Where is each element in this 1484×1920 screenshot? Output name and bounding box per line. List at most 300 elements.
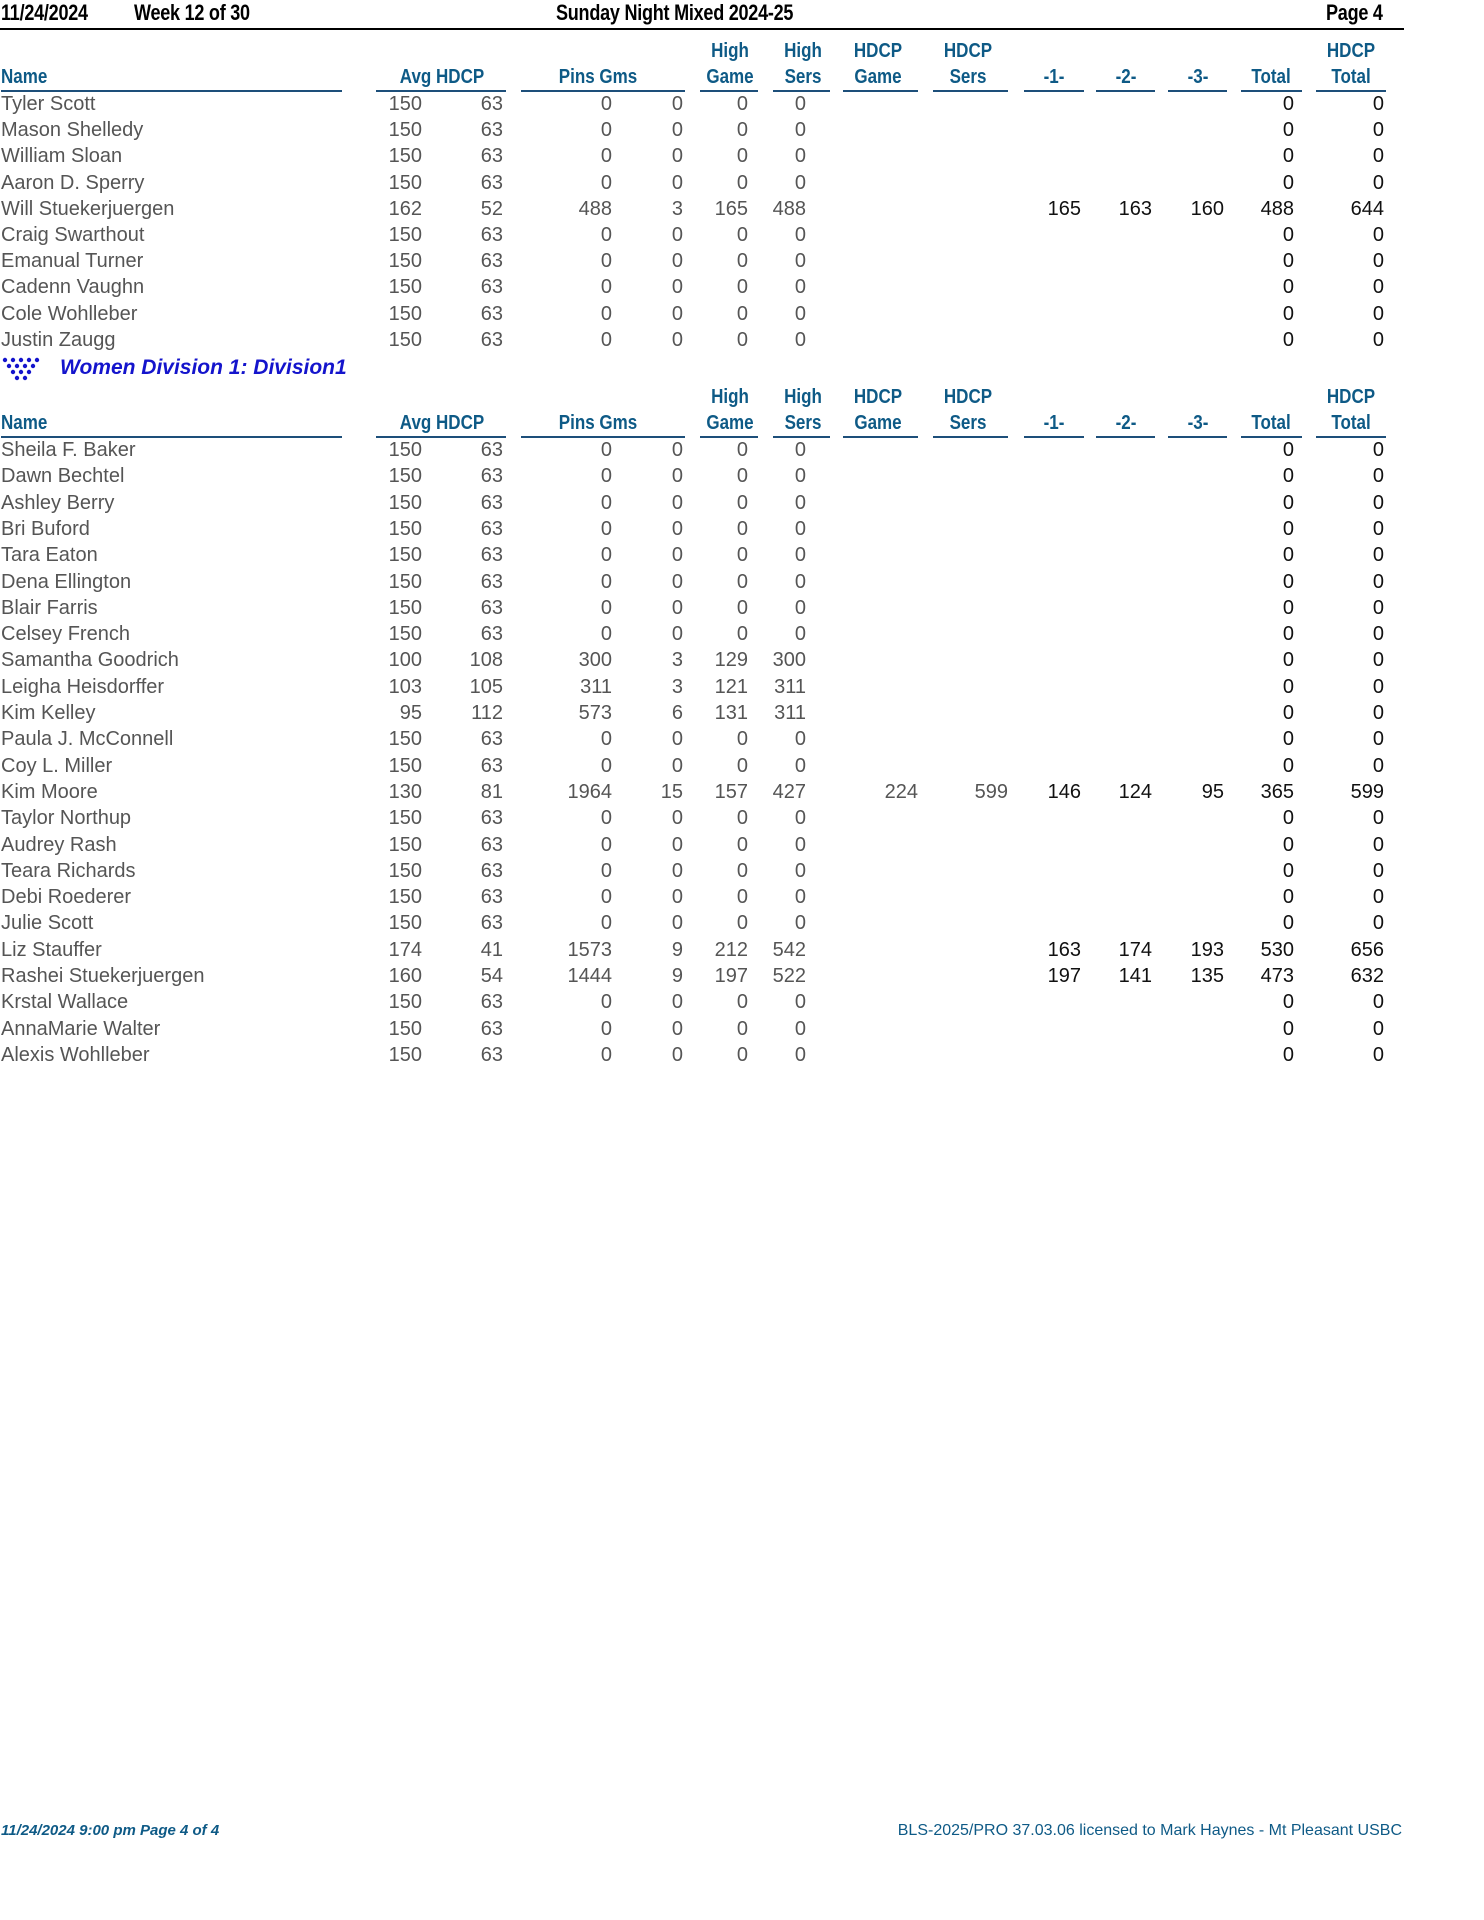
table-row — [0, 832, 1404, 858]
cell-pins: 1964 — [567, 780, 612, 803]
women-header-hdcp-sers-1: HDCP — [943, 386, 993, 408]
cell-htotal: 0 — [1372, 145, 1384, 168]
cell-total: 0 — [1282, 596, 1294, 619]
bowling-pins-icon — [2, 356, 44, 382]
cell-hs: 0 — [794, 1017, 806, 1040]
cell-total: 0 — [1282, 912, 1294, 935]
table-row — [0, 1042, 1404, 1068]
cell-total: 0 — [1282, 328, 1294, 351]
cell-hdcp: 105 — [469, 675, 503, 698]
women-header-pins-gms: Pins Gms — [558, 412, 638, 434]
cell-hs: 0 — [794, 276, 806, 299]
table-row — [0, 621, 1404, 647]
cell-gms: 0 — [671, 1017, 683, 1040]
cell-hs: 300 — [772, 649, 806, 672]
cell-pins: 0 — [600, 1017, 612, 1040]
cell-pins: 300 — [578, 649, 612, 672]
bowler-name: Aaron D. Sperry — [1, 171, 145, 194]
cell-total: 0 — [1282, 859, 1294, 882]
table-row — [0, 910, 1404, 936]
cell-g1: 146 — [1047, 780, 1081, 803]
cell-hdg: 224 — [884, 780, 918, 803]
cell-avg: 150 — [388, 302, 422, 325]
cell-pins: 0 — [600, 328, 612, 351]
women-header-g3: -3- — [1187, 412, 1209, 434]
report-date: 11/24/2024 — [1, 0, 88, 25]
cell-pins: 1444 — [567, 965, 612, 987]
cell-htotal: 0 — [1372, 250, 1384, 273]
cell-total: 0 — [1282, 491, 1294, 514]
cell-total: 0 — [1282, 991, 1294, 1014]
league-name: Sunday Night Mixed 2024-25 — [556, 0, 794, 25]
cell-hdcp: 63 — [480, 728, 503, 751]
bowler-name: Leigha Heisdorffer — [1, 675, 165, 698]
cell-hg: 0 — [736, 833, 748, 856]
cell-htotal: 0 — [1372, 623, 1384, 646]
cell-htotal: 0 — [1372, 649, 1384, 672]
cell-avg: 150 — [388, 886, 422, 909]
bowler-name: Tara Eaton — [1, 544, 98, 567]
cell-hs: 0 — [794, 465, 806, 488]
cell-pins: 0 — [600, 544, 612, 567]
cell-hs: 0 — [794, 544, 806, 567]
cell-gms: 0 — [671, 833, 683, 856]
cell-hs: 0 — [794, 728, 806, 751]
cell-htotal: 0 — [1372, 1043, 1384, 1066]
men-header-pins-gms: Pins Gms — [558, 66, 638, 88]
cell-hg: 0 — [736, 570, 748, 593]
cell-htotal: 0 — [1372, 675, 1384, 698]
cell-hg: 0 — [736, 119, 748, 142]
cell-total: 0 — [1282, 439, 1294, 461]
cell-hdcp: 63 — [480, 491, 503, 514]
cell-hdcp: 63 — [480, 623, 503, 646]
cell-gms: 0 — [671, 807, 683, 830]
cell-avg: 150 — [388, 991, 422, 1014]
men-header-hdcp-sers-2: Sers — [949, 66, 987, 88]
table-row — [0, 779, 1404, 805]
cell-hg: 0 — [736, 302, 748, 325]
cell-hs: 0 — [794, 145, 806, 168]
table-row — [0, 274, 1404, 300]
cell-pins: 1573 — [567, 938, 612, 961]
bowler-name: Samantha Goodrich — [1, 649, 179, 672]
cell-g1: 165 — [1047, 197, 1081, 220]
bowler-name: Sheila F. Baker — [1, 439, 136, 461]
cell-hs: 0 — [794, 833, 806, 856]
men-header-avg-hdcp: Avg HDCP — [399, 66, 485, 88]
cell-hg: 121 — [714, 675, 748, 698]
cell-pins: 0 — [600, 886, 612, 909]
cell-hdcp: 63 — [480, 886, 503, 909]
bowler-name: Alexis Wohlleber — [1, 1043, 150, 1066]
cell-hdcp: 63 — [480, 171, 503, 194]
cell-hs: 0 — [794, 250, 806, 273]
table-row — [0, 937, 1404, 963]
cell-hg: 0 — [736, 328, 748, 351]
bowler-name: Dena Ellington — [1, 570, 132, 593]
women-header-hdcp-total-2: Total — [1331, 412, 1371, 434]
cell-hs: 0 — [794, 93, 806, 115]
cell-total: 0 — [1282, 754, 1294, 777]
cell-pins: 0 — [600, 302, 612, 325]
cell-total: 0 — [1282, 250, 1294, 273]
table-row — [0, 463, 1404, 489]
bowler-name: Paula J. McConnell — [1, 728, 174, 751]
table-row — [0, 437, 1404, 463]
cell-total: 0 — [1282, 833, 1294, 856]
cell-total: 0 — [1282, 302, 1294, 325]
table-row — [0, 117, 1404, 143]
cell-avg: 150 — [388, 596, 422, 619]
cell-htotal: 599 — [1350, 780, 1384, 803]
men-header-hdcp-game-1: HDCP — [853, 40, 903, 62]
cell-pins: 0 — [600, 859, 612, 882]
table-row — [0, 91, 1404, 117]
table-row — [0, 327, 1404, 353]
cell-hs: 427 — [772, 780, 806, 803]
cell-pins: 0 — [600, 833, 612, 856]
bowler-name: AnnaMarie Walter — [1, 1017, 161, 1040]
cell-avg: 150 — [388, 859, 422, 882]
report-week: Week 12 of 30 — [134, 0, 250, 25]
bowler-name: Ashley Berry — [1, 491, 115, 514]
cell-hg: 0 — [736, 224, 748, 246]
cell-hs: 542 — [772, 938, 806, 961]
cell-gms: 9 — [671, 965, 683, 987]
cell-htotal: 0 — [1372, 302, 1384, 325]
cell-htotal: 0 — [1372, 1017, 1384, 1040]
men-header-high-game-2: Game — [706, 66, 754, 88]
footer-license: BLS-2025/PRO 37.03.06 licensed to Mark Haynes - Mt Pleasant USBC — [897, 1822, 1402, 1839]
cell-avg: 160 — [388, 965, 422, 987]
cell-avg: 150 — [388, 439, 422, 461]
cell-total: 0 — [1282, 93, 1294, 115]
cell-gms: 0 — [671, 465, 683, 488]
footer-timestamp: 11/24/2024 9:00 pm Page 4 of 4 — [1, 1822, 220, 1839]
cell-htotal: 0 — [1372, 93, 1384, 115]
cell-avg: 150 — [388, 833, 422, 856]
cell-hg: 0 — [736, 728, 748, 751]
bowler-name: Emanual Turner — [1, 250, 144, 273]
cell-htotal: 0 — [1372, 702, 1384, 724]
women-header-hdcp-game-2: Game — [854, 412, 902, 434]
cell-gms: 0 — [671, 859, 683, 882]
cell-total: 365 — [1260, 780, 1294, 803]
cell-pins: 0 — [600, 224, 612, 246]
cell-avg: 103 — [388, 675, 422, 698]
cell-hg: 157 — [714, 780, 748, 803]
cell-gms: 6 — [671, 702, 683, 724]
cell-htotal: 0 — [1372, 119, 1384, 142]
men-header-hdcp-total-2: Total — [1331, 66, 1371, 88]
cell-avg: 150 — [388, 119, 422, 142]
cell-htotal: 0 — [1372, 754, 1384, 777]
cell-total: 0 — [1282, 728, 1294, 751]
cell-gms: 15 — [660, 780, 683, 803]
cell-hdcp: 63 — [480, 93, 503, 115]
cell-hdcp: 81 — [480, 780, 503, 803]
cell-hdcp: 41 — [480, 938, 503, 961]
table-row — [0, 170, 1404, 196]
bowler-name: Kim Moore — [1, 780, 98, 803]
cell-hs: 0 — [794, 119, 806, 142]
women-header-g1: -1- — [1043, 412, 1065, 434]
cell-total: 488 — [1260, 197, 1294, 220]
table-row — [0, 248, 1404, 274]
cell-total: 0 — [1282, 649, 1294, 672]
cell-avg: 150 — [388, 570, 422, 593]
cell-avg: 150 — [388, 1043, 422, 1066]
cell-htotal: 0 — [1372, 517, 1384, 540]
cell-hdcp: 112 — [471, 702, 503, 724]
cell-avg: 162 — [388, 197, 422, 220]
cell-total: 0 — [1282, 544, 1294, 567]
cell-hs: 0 — [794, 623, 806, 646]
women-header-high-sers-2: Sers — [784, 412, 822, 434]
women-header-name: Name — [1, 412, 48, 434]
men-header-total: Total — [1251, 66, 1291, 88]
cell-hdcp: 63 — [480, 465, 503, 488]
cell-total: 0 — [1282, 1017, 1294, 1040]
women-header-avg-hdcp: Avg HDCP — [399, 412, 485, 434]
cell-gms: 0 — [671, 491, 683, 514]
cell-pins: 0 — [600, 491, 612, 514]
cell-gms: 0 — [671, 93, 683, 115]
cell-pins: 0 — [600, 439, 612, 461]
cell-total: 0 — [1282, 807, 1294, 830]
cell-gms: 0 — [671, 119, 683, 142]
bowler-name: Krstal Wallace — [1, 991, 129, 1014]
cell-pins: 0 — [600, 596, 612, 619]
men-header-high-sers-2: Sers — [784, 66, 822, 88]
table-row — [0, 222, 1404, 248]
cell-gms: 0 — [671, 728, 683, 751]
table-row — [0, 858, 1404, 884]
cell-hdcp: 63 — [480, 859, 503, 882]
cell-gms: 3 — [671, 675, 683, 698]
cell-hds: 599 — [974, 780, 1008, 803]
cell-pins: 0 — [600, 119, 612, 142]
cell-hdcp: 63 — [480, 439, 503, 461]
cell-htotal: 0 — [1372, 728, 1384, 751]
bowler-name: Teara Richards — [1, 859, 136, 882]
bowler-name: Blair Farris — [1, 596, 98, 619]
cell-hg: 0 — [736, 439, 748, 461]
cell-pins: 0 — [600, 145, 612, 168]
women-header-hdcp-sers-2: Sers — [949, 412, 987, 434]
cell-hg: 0 — [736, 754, 748, 777]
cell-hdcp: 63 — [480, 570, 503, 593]
cell-htotal: 0 — [1372, 439, 1384, 461]
bowler-name: Taylor Northup — [1, 807, 132, 830]
bowler-name: Mason Shelledy — [1, 119, 144, 142]
cell-hdcp: 63 — [480, 119, 503, 142]
table-row — [0, 595, 1404, 621]
table-row — [0, 196, 1404, 222]
table-row — [0, 805, 1404, 831]
women-header-high-game-2: Game — [706, 412, 754, 434]
table-row — [0, 490, 1404, 516]
women-header-g2: -2- — [1115, 412, 1137, 434]
cell-avg: 150 — [388, 728, 422, 751]
cell-g2: 174 — [1118, 938, 1152, 961]
cell-hg: 0 — [736, 991, 748, 1014]
cell-hdcp: 63 — [480, 517, 503, 540]
table-row — [0, 674, 1404, 700]
cell-hg: 0 — [736, 859, 748, 882]
cell-hdcp: 63 — [480, 145, 503, 168]
cell-pins: 0 — [600, 728, 612, 751]
cell-hs: 0 — [794, 807, 806, 830]
cell-total: 0 — [1282, 145, 1294, 168]
cell-gms: 0 — [671, 991, 683, 1014]
men-header-high-game-1: High — [711, 40, 749, 62]
cell-avg: 150 — [388, 1017, 422, 1040]
bowler-name: Celsey French — [1, 623, 130, 646]
men-header-hdcp-game-2: Game — [854, 66, 902, 88]
table-row — [0, 753, 1404, 779]
table-row — [0, 569, 1404, 595]
cell-hg: 0 — [736, 517, 748, 540]
cell-hg: 0 — [736, 544, 748, 567]
cell-htotal: 656 — [1350, 938, 1384, 961]
women-header-hdcp-total-1: HDCP — [1326, 386, 1376, 408]
page-number: Page 4 — [1326, 0, 1383, 25]
cell-pins: 0 — [600, 912, 612, 935]
cell-htotal: 0 — [1372, 886, 1384, 909]
cell-hg: 212 — [714, 938, 748, 961]
cell-pins: 0 — [600, 250, 612, 273]
cell-hg: 131 — [714, 702, 748, 724]
cell-gms: 0 — [671, 912, 683, 935]
cell-pins: 0 — [600, 1043, 612, 1066]
cell-gms: 0 — [671, 886, 683, 909]
cell-hdcp: 63 — [480, 807, 503, 830]
cell-pins: 0 — [600, 991, 612, 1014]
cell-hdcp: 63 — [480, 754, 503, 777]
cell-hg: 0 — [736, 886, 748, 909]
cell-hdcp: 63 — [480, 912, 503, 935]
bowler-name: Julie Scott — [1, 912, 94, 935]
cell-gms: 0 — [671, 302, 683, 325]
cell-gms: 0 — [671, 250, 683, 273]
cell-hg: 129 — [714, 649, 748, 672]
table-row — [0, 884, 1404, 910]
cell-hdcp: 63 — [480, 596, 503, 619]
cell-pins: 311 — [580, 675, 612, 698]
table-row — [0, 516, 1404, 542]
men-header-high-sers-1: High — [784, 40, 822, 62]
cell-total: 0 — [1282, 276, 1294, 299]
cell-pins: 0 — [600, 171, 612, 194]
table-row — [0, 143, 1404, 169]
cell-hs: 0 — [794, 991, 806, 1014]
cell-hs: 522 — [772, 965, 806, 987]
cell-hs: 0 — [794, 439, 806, 461]
cell-hdcp: 63 — [480, 328, 503, 351]
cell-hdcp: 63 — [480, 833, 503, 856]
cell-gms: 9 — [671, 938, 683, 961]
bowler-name: Dawn Bechtel — [1, 465, 125, 488]
cell-total: 0 — [1282, 171, 1294, 194]
cell-avg: 150 — [388, 807, 422, 830]
cell-avg: 150 — [388, 544, 422, 567]
cell-htotal: 0 — [1372, 596, 1384, 619]
cell-hg: 0 — [736, 276, 748, 299]
cell-htotal: 0 — [1372, 912, 1384, 935]
table-row — [0, 989, 1404, 1015]
cell-avg: 150 — [388, 276, 422, 299]
table-row — [0, 700, 1404, 726]
cell-avg: 100 — [388, 649, 422, 672]
cell-pins: 0 — [600, 465, 612, 488]
cell-hdcp: 54 — [480, 965, 503, 987]
cell-avg: 150 — [388, 93, 422, 115]
cell-hdcp: 63 — [480, 544, 503, 567]
cell-avg: 150 — [388, 465, 422, 488]
cell-hdcp: 63 — [480, 991, 503, 1014]
bowler-name: Will Stuekerjuergen — [1, 197, 175, 220]
cell-avg: 150 — [388, 224, 422, 246]
cell-htotal: 0 — [1372, 570, 1384, 593]
cell-hg: 0 — [736, 1017, 748, 1040]
bowler-name: Bri Buford — [1, 517, 90, 540]
cell-pins: 573 — [578, 702, 612, 724]
cell-total: 0 — [1282, 886, 1294, 909]
table-row — [0, 647, 1404, 673]
cell-htotal: 0 — [1372, 491, 1384, 514]
cell-g3: 160 — [1190, 197, 1224, 220]
cell-pins: 0 — [600, 276, 612, 299]
cell-hs: 0 — [794, 517, 806, 540]
cell-pins: 0 — [600, 807, 612, 830]
cell-gms: 3 — [671, 649, 683, 672]
cell-avg: 150 — [388, 328, 422, 351]
cell-pins: 0 — [600, 517, 612, 540]
men-header-name: Name — [1, 66, 48, 88]
cell-avg: 150 — [388, 517, 422, 540]
cell-g3: 135 — [1190, 965, 1224, 987]
cell-hg: 0 — [736, 491, 748, 514]
cell-hs: 0 — [794, 912, 806, 935]
cell-avg: 150 — [388, 250, 422, 273]
cell-hg: 0 — [736, 93, 748, 115]
bowler-name: Rashei Stuekerjuergen — [1, 965, 205, 987]
cell-total: 0 — [1282, 623, 1294, 646]
bowler-name: Debi Roederer — [1, 886, 132, 909]
cell-htotal: 0 — [1372, 328, 1384, 351]
cell-hs: 311 — [774, 702, 806, 724]
cell-gms: 0 — [671, 544, 683, 567]
cell-gms: 0 — [671, 1043, 683, 1066]
cell-htotal: 0 — [1372, 807, 1384, 830]
table-row — [0, 301, 1404, 327]
cell-htotal: 0 — [1372, 544, 1384, 567]
cell-avg: 150 — [388, 623, 422, 646]
cell-hdcp: 63 — [480, 250, 503, 273]
cell-hg: 0 — [736, 623, 748, 646]
cell-pins: 0 — [600, 570, 612, 593]
cell-g3: 193 — [1190, 938, 1224, 961]
cell-avg: 150 — [388, 912, 422, 935]
cell-avg: 150 — [388, 171, 422, 194]
cell-hg: 0 — [736, 1043, 748, 1066]
cell-total: 0 — [1282, 465, 1294, 488]
table-row — [0, 726, 1404, 752]
cell-avg: 150 — [388, 491, 422, 514]
cell-gms: 3 — [671, 197, 683, 220]
